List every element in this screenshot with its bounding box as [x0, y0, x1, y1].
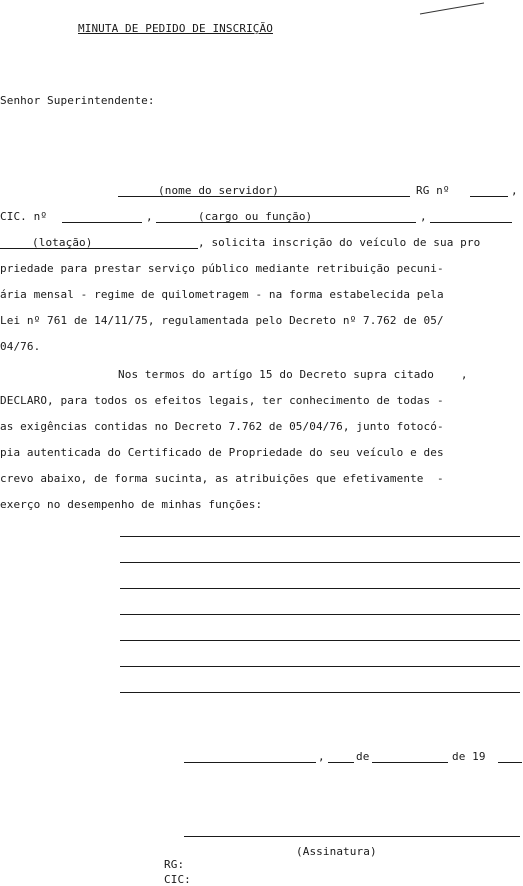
description-line[interactable]	[120, 588, 520, 589]
rg-comma: ,	[511, 184, 518, 197]
name-field-label: (nome do servidor)	[158, 184, 280, 197]
cic-label: CIC. nº	[0, 210, 48, 223]
paragraph2-line5: crevo abaixo, de forma sucinta, as atribuições que efetivamente -	[0, 472, 444, 485]
paragraph1-line4: Lei nº 761 de 14/11/75, regulamentada pelo Decreto nº 7.762 de 05/	[0, 314, 444, 327]
salutation: Senhor Superintendente:	[0, 94, 155, 107]
paragraph2-line6: exerço no desempenho de minhas funções:	[0, 498, 263, 511]
date-comma: ,	[318, 750, 325, 763]
date-place-blank[interactable]	[184, 762, 316, 763]
description-line[interactable]	[120, 692, 520, 693]
signature-rg-label: RG:	[164, 858, 185, 871]
paragraph2-line2: DECLARO, para todos os efeitos legais, ter conhecimento de todas -	[0, 394, 444, 407]
lotacao-blank-line[interactable]	[0, 248, 198, 249]
description-line[interactable]	[120, 614, 520, 615]
rg-blank-line[interactable]	[470, 196, 508, 197]
date-day-blank[interactable]	[328, 762, 354, 763]
document-title: MINUTA DE PEDIDO DE INSCRIÇÃO	[78, 22, 273, 35]
rg-label: RG nº	[416, 184, 450, 197]
signature-cic-label: CIC:	[164, 873, 191, 886]
signature-label: (Assinatura)	[296, 845, 377, 858]
cic-comma: ,	[146, 210, 153, 223]
paragraph2-line1: Nos termos do artígo 15 do Decreto supra citado ,	[118, 368, 468, 381]
cargo-field-label: (cargo ou função)	[198, 210, 313, 223]
paragraph2-line3: as exigências contidas no Decreto 7.762 de 05/04/76, junto fotocó-	[0, 420, 444, 433]
cargo-comma: ,	[420, 210, 427, 223]
paragraph2-line4: pia autenticada do Certificado de Propriedade do seu veículo e des	[0, 446, 444, 459]
paragraph1-line3: ária mensal - regime de quilometragem - na forma estabelecida pela	[0, 288, 444, 301]
lotacao-field-label: (lotação)	[32, 236, 93, 249]
cic-blank-line[interactable]	[62, 222, 142, 223]
date-year-blank[interactable]	[498, 762, 522, 763]
pen-stroke-mark	[418, 2, 488, 16]
description-line[interactable]	[120, 640, 520, 641]
description-line[interactable]	[120, 536, 520, 537]
date-de-label: de	[356, 750, 370, 763]
date-year-prefix: de 19	[452, 750, 486, 763]
signature-line[interactable]	[184, 836, 520, 837]
paragraph1-line2: priedade para prestar serviço público mediante retribuição pecuni-	[0, 262, 444, 275]
description-line[interactable]	[120, 666, 520, 667]
date-month-blank[interactable]	[372, 762, 448, 763]
cargo-trailing-blank[interactable]	[430, 222, 512, 223]
paragraph1-line5: 04/76.	[0, 340, 41, 353]
paragraph1-line1: , solicita inscrição do veículo de sua pro	[198, 236, 481, 249]
description-line[interactable]	[120, 562, 520, 563]
